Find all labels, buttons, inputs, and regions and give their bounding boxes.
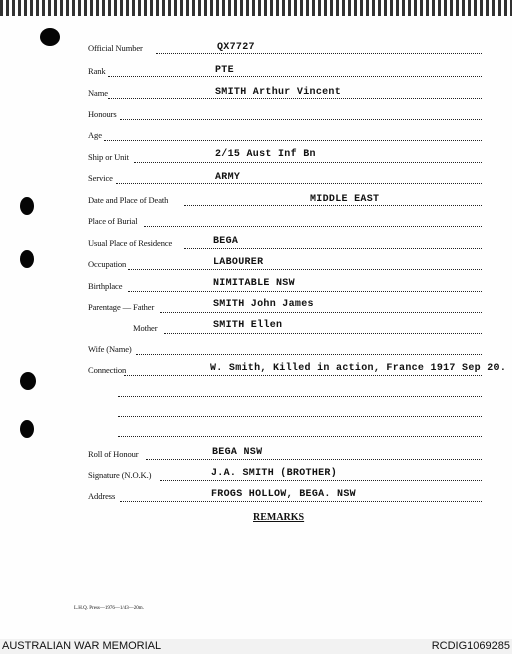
form-number: L.H.Q. Press—1976—1/43—20m. (74, 606, 144, 611)
name-value: SMITH Arthur Vincent (215, 87, 342, 98)
official-number-value: QX7727 (217, 42, 255, 53)
birthplace-value: NIMITABLE NSW (213, 278, 295, 289)
mother-line (164, 333, 482, 334)
address-label: Address (88, 491, 116, 501)
rank-value: PTE (215, 65, 234, 76)
roll-of-honour-line (146, 459, 482, 460)
occupation-value: LABOURER (213, 257, 264, 268)
punch-hole (20, 420, 34, 438)
birthplace-label: Birthplace (88, 281, 123, 291)
usual-residence-value: BEGA (213, 236, 239, 247)
connection-line-extra (118, 436, 482, 437)
occupation-line (128, 269, 482, 270)
punch-hole (20, 197, 34, 215)
ship-or-unit-label: Ship or Unit (88, 152, 129, 162)
name-line (108, 98, 482, 99)
connection-value: W. Smith, Killed in action, France 1917 Sep 20. (210, 363, 507, 374)
wife-line (136, 354, 482, 355)
scan-edge (0, 0, 512, 16)
footer-bar (0, 639, 512, 654)
age-label: Age (88, 130, 102, 140)
punch-hole (20, 372, 36, 390)
ship-or-unit-line (134, 162, 482, 163)
ship-or-unit-value: 2/15 Aust Inf Bn (215, 149, 316, 160)
usual-residence-line (184, 248, 482, 249)
connection-line-extra (118, 416, 482, 417)
rank-label: Rank (88, 66, 106, 76)
connection-line-extra (118, 396, 482, 397)
usual-residence-label: Usual Place of Residence (88, 238, 173, 248)
service-label: Service (88, 173, 113, 183)
place-of-burial-label: Place of Burial (88, 216, 138, 226)
roll-of-honour-label: Roll of Honour (88, 449, 139, 459)
punch-hole (20, 250, 34, 268)
father-line (160, 312, 482, 313)
place-of-burial-line (144, 226, 482, 227)
service-line (116, 183, 482, 184)
wife-label: Wife (Name) (88, 344, 132, 354)
service-value: ARMY (215, 172, 241, 183)
mother-label: Mother (133, 323, 158, 333)
date-place-death-line (184, 205, 482, 206)
connection-label: Connection (88, 365, 127, 375)
footer-record-id: RCDIG1069285 (431, 640, 510, 652)
date-place-death-label: Date and Place of Death (88, 195, 169, 205)
date-place-death-value: MIDDLE EAST (310, 194, 380, 205)
official-number-line (156, 53, 482, 54)
signature-label: Signature (N.O.K.) (88, 470, 152, 480)
occupation-label: Occupation (88, 259, 127, 269)
address-value: FROGS HOLLOW, BEGA. NSW (211, 489, 356, 500)
roll-of-honour-value: BEGA NSW (212, 447, 263, 458)
official-number-label: Official Number (88, 43, 143, 53)
age-line (104, 140, 482, 141)
signature-value: J.A. SMITH (BROTHER) (211, 468, 338, 479)
birthplace-line (128, 291, 482, 292)
rank-line (108, 76, 482, 77)
honours-label: Honours (88, 109, 117, 119)
signature-line (160, 480, 482, 481)
footer-institution: AUSTRALIAN WAR MEMORIAL (2, 640, 162, 652)
mother-value: SMITH Ellen (213, 320, 283, 331)
remarks-heading: REMARKS (253, 512, 305, 523)
father-value: SMITH John James (213, 299, 314, 310)
punch-hole (40, 28, 60, 46)
honours-line (120, 119, 482, 120)
connection-line (124, 375, 482, 376)
father-label: Parentage — Father (88, 302, 155, 312)
name-label: Name (88, 88, 108, 98)
address-line (120, 501, 482, 502)
